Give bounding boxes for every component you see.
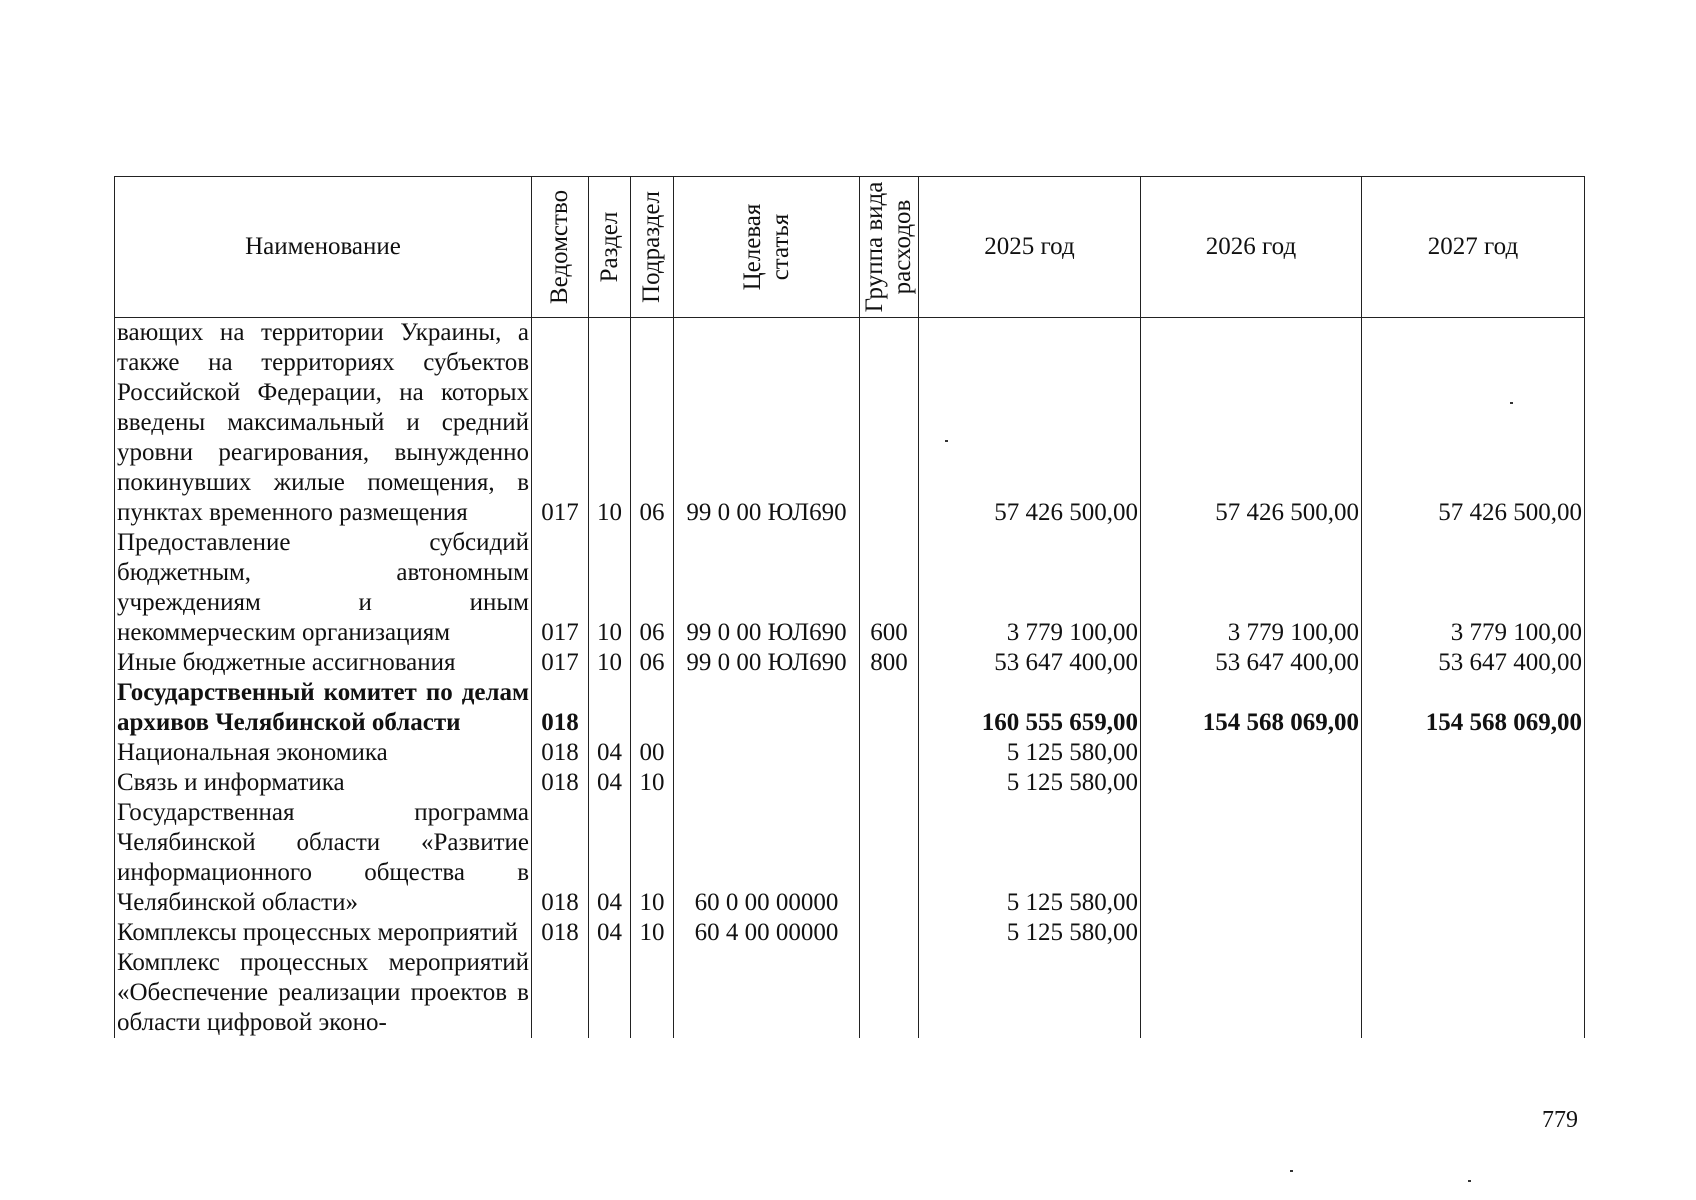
- table-row: [115, 918, 1585, 948]
- scan-speck: [945, 440, 948, 442]
- cell-2025: 3 779 100,00: [919, 528, 1141, 648]
- cell-section: 04: [589, 738, 631, 768]
- cell-2025: 5 125 580,00: [919, 738, 1141, 768]
- table-row: [115, 798, 1585, 918]
- cell-2027: 53 647 400,00: [1362, 648, 1585, 678]
- table-row: [115, 738, 1585, 768]
- cell-name: вающих на территории Украины, а также на территориях субъектов Российской Федерации, на которых введены максимальный и средний уровни реагирования, вынужденно покинувших жилые помещения, в пунктах временного размещения: [115, 318, 532, 529]
- cell-subsection: 00: [631, 738, 674, 768]
- cell-name: Иные бюджетные ассигнования: [115, 648, 532, 678]
- cell-section: 04: [589, 768, 631, 798]
- cell-2026: [1141, 798, 1362, 918]
- header-dept: Ведомство: [532, 177, 589, 318]
- cell-name: Государственная программа Челябинской области «Развитие информационного общества в Челябинской области»: [115, 798, 532, 918]
- cell-2026: 57 426 500,00: [1141, 318, 1362, 529]
- cell-group: [860, 948, 919, 1038]
- cell-2027: [1362, 798, 1585, 918]
- header-group: Группа вида расходов: [860, 177, 919, 318]
- cell-section: 10: [589, 318, 631, 529]
- cell-2025: 160 555 659,00: [919, 678, 1141, 738]
- table-body: [115, 318, 1585, 1039]
- header-2025: 2025 год: [919, 177, 1141, 318]
- cell-subsection: 06: [631, 648, 674, 678]
- budget-table: [114, 176, 1585, 1038]
- cell-2027: 3 779 100,00: [1362, 528, 1585, 648]
- cell-2025: 5 125 580,00: [919, 798, 1141, 918]
- cell-2026: [1141, 738, 1362, 768]
- cell-subsection: 06: [631, 318, 674, 529]
- page-number: 779: [1542, 1107, 1578, 1133]
- cell-dept: 017: [532, 528, 589, 648]
- cell-dept: 018: [532, 798, 589, 918]
- header-name: Наименование: [115, 177, 532, 318]
- table-row: [115, 318, 1585, 529]
- header-row: [115, 177, 1585, 318]
- cell-subsection: 10: [631, 798, 674, 918]
- cell-2025: 53 647 400,00: [919, 648, 1141, 678]
- cell-dept: 018: [532, 918, 589, 948]
- table-row: [115, 528, 1585, 648]
- cell-dept: 018: [532, 738, 589, 768]
- cell-2027: 57 426 500,00: [1362, 318, 1585, 529]
- cell-target: [674, 678, 860, 738]
- cell-section: [589, 678, 631, 738]
- cell-2026: [1141, 768, 1362, 798]
- cell-dept: [532, 948, 589, 1038]
- cell-name: Комплексы процессных мероприятий: [115, 918, 532, 948]
- cell-group: [860, 738, 919, 768]
- cell-subsection: 10: [631, 918, 674, 948]
- scan-speck: [1468, 1180, 1471, 1182]
- cell-2025: 57 426 500,00: [919, 318, 1141, 529]
- cell-target: 60 4 00 00000: [674, 918, 860, 948]
- cell-2025: 5 125 580,00: [919, 918, 1141, 948]
- scan-speck: [1510, 402, 1513, 404]
- scan-speck: [1290, 1170, 1293, 1172]
- cell-2027: [1362, 738, 1585, 768]
- cell-dept: 018: [532, 678, 589, 738]
- cell-target: 99 0 00 ЮЛ690: [674, 648, 860, 678]
- cell-2027: [1362, 768, 1585, 798]
- cell-target: [674, 948, 860, 1038]
- cell-target: [674, 738, 860, 768]
- cell-target: 99 0 00 ЮЛ690: [674, 528, 860, 648]
- cell-group: [860, 918, 919, 948]
- cell-group: 600: [860, 528, 919, 648]
- cell-2026: [1141, 918, 1362, 948]
- cell-group: 800: [860, 648, 919, 678]
- cell-name: Государственный комитет по делам архивов Челябинской области: [115, 678, 532, 738]
- cell-subsection: 06: [631, 528, 674, 648]
- cell-subsection: [631, 948, 674, 1038]
- cell-section: [589, 948, 631, 1038]
- cell-2025: [919, 948, 1141, 1038]
- cell-name: Предоставление субсидий бюджетным, автономным учреждениям и иным некоммерческим организациям: [115, 528, 532, 648]
- cell-group: [860, 798, 919, 918]
- cell-section: 10: [589, 648, 631, 678]
- cell-2026: 3 779 100,00: [1141, 528, 1362, 648]
- cell-2027: 154 568 069,00: [1362, 678, 1585, 738]
- cell-subsection: [631, 678, 674, 738]
- cell-name: Комплекс процессных мероприятий «Обеспечение реализации проектов в области цифровой эконо-: [115, 948, 532, 1038]
- table-row: [115, 648, 1585, 678]
- cell-group: [860, 768, 919, 798]
- cell-section: 10: [589, 528, 631, 648]
- cell-2026: [1141, 948, 1362, 1038]
- cell-2026: 154 568 069,00: [1141, 678, 1362, 738]
- cell-2026: 53 647 400,00: [1141, 648, 1362, 678]
- header-2027: 2027 год: [1362, 177, 1585, 318]
- cell-dept: 018: [532, 768, 589, 798]
- header-target: Целевая статья: [674, 177, 860, 318]
- table-row: [115, 678, 1585, 738]
- cell-target: 99 0 00 ЮЛ690: [674, 318, 860, 529]
- table-row: [115, 768, 1585, 798]
- cell-section: 04: [589, 918, 631, 948]
- cell-dept: 017: [532, 318, 589, 529]
- header-section: Раздел: [589, 177, 631, 318]
- cell-target: 60 0 00 00000: [674, 798, 860, 918]
- cell-group: [860, 678, 919, 738]
- header-2026: 2026 год: [1141, 177, 1362, 318]
- cell-dept: 017: [532, 648, 589, 678]
- table-row: [115, 948, 1585, 1038]
- header-subsection: Подраздел: [631, 177, 674, 318]
- cell-target: [674, 768, 860, 798]
- cell-group: [860, 318, 919, 529]
- cell-subsection: 10: [631, 768, 674, 798]
- cell-name: Национальная экономика: [115, 738, 532, 768]
- cell-section: 04: [589, 798, 631, 918]
- cell-2027: [1362, 948, 1585, 1038]
- cell-2025: 5 125 580,00: [919, 768, 1141, 798]
- cell-name: Связь и информатика: [115, 768, 532, 798]
- cell-2027: [1362, 918, 1585, 948]
